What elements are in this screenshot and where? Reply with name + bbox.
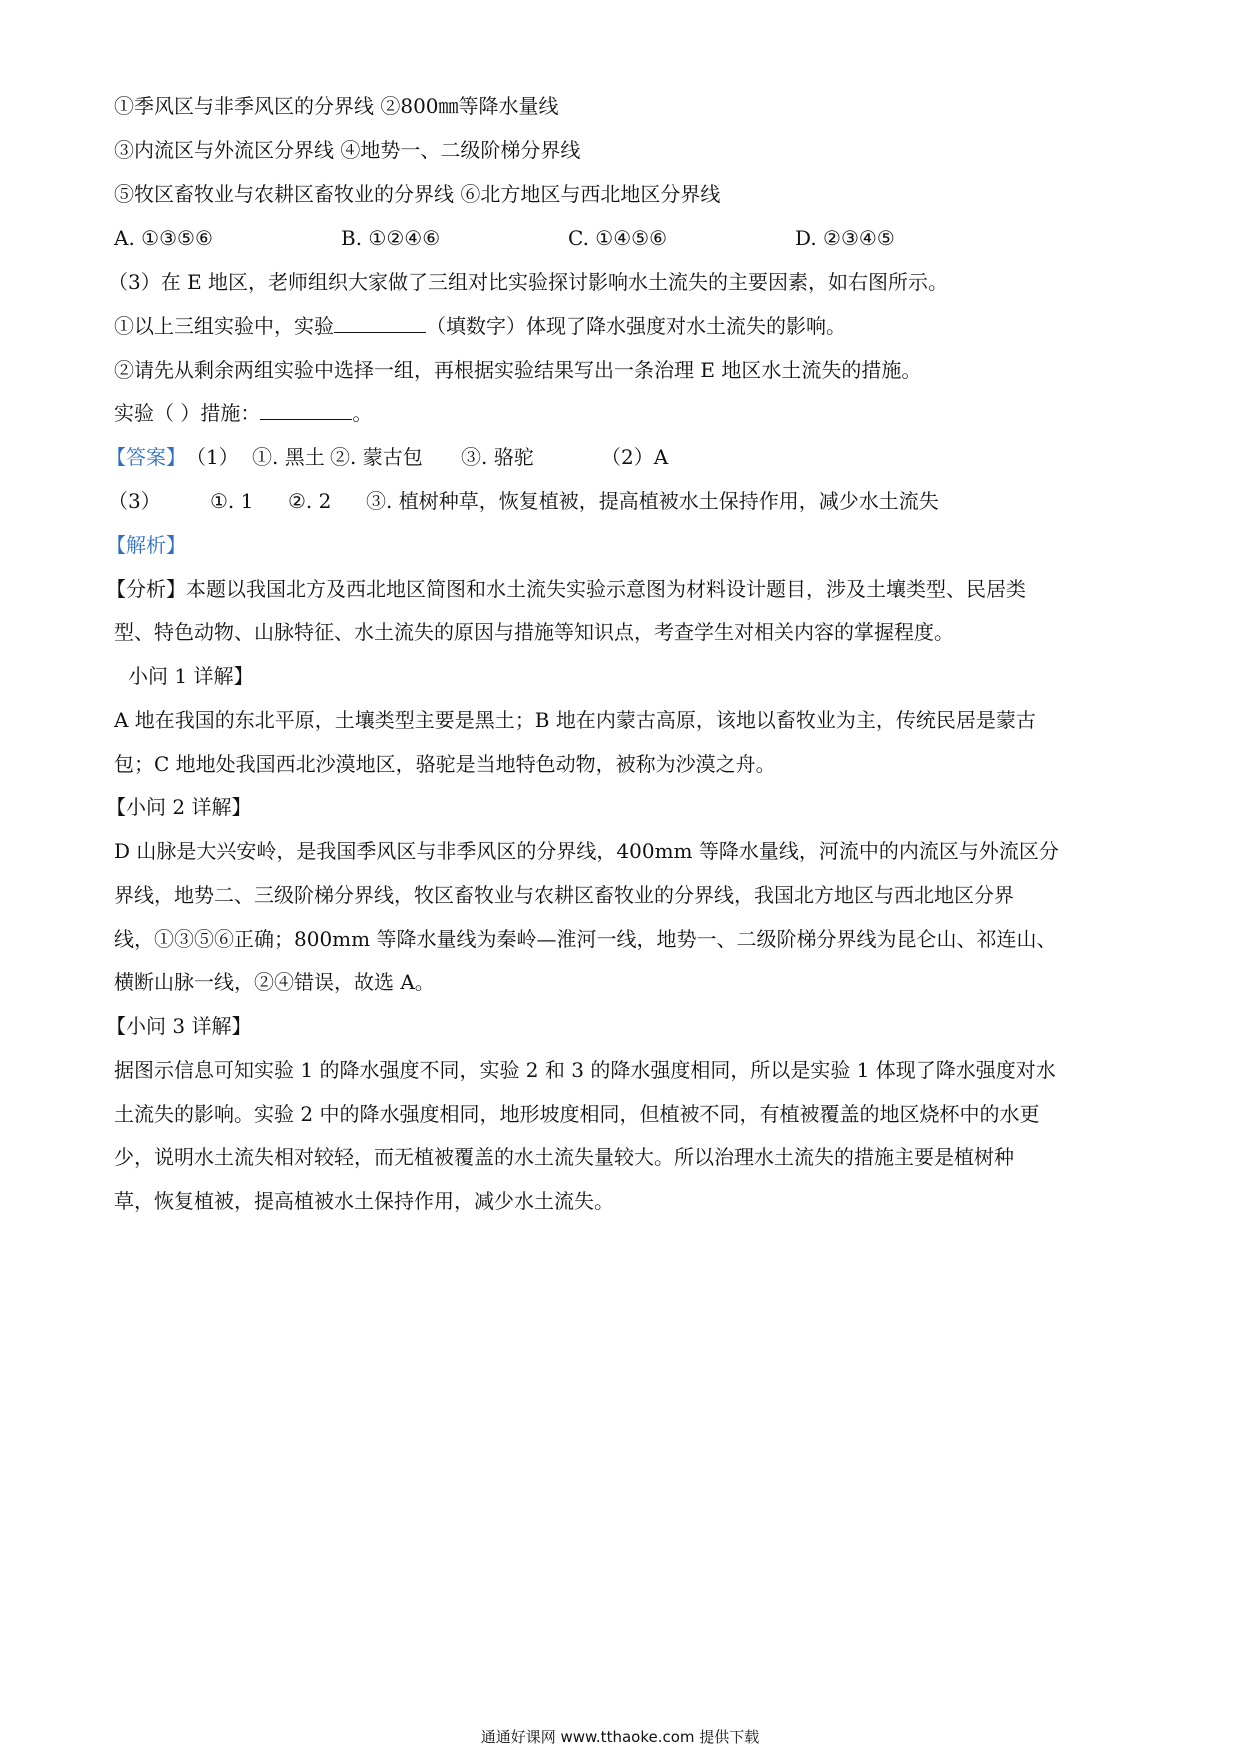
page-footer: 通通好课网 www.tthaoke.com 提供下载	[480, 1728, 760, 1746]
sub1-paragraph-line: A 地在我国的东北平原，土壤类型主要是黑土；B 地在内蒙古高原，该地以畜牧业为主，传统民居是蒙古	[114, 708, 1036, 732]
q3-sub1-prefix: ①以上三组实验中，实验	[114, 314, 334, 338]
option-line-2: ③内流区与外流区分界线 ④地势一、二级阶梯分界线	[114, 138, 581, 162]
analysis-paragraph-line: 【分析】本题以我国北方及西北地区简图和水土流失实验示意图为材料设计题目，涉及土壤类型、民居类	[106, 577, 1026, 601]
sub2-title: 【小问 2 详解】	[106, 795, 252, 819]
q3-sub1-suffix: （填数字）体现了降水强度对水土流失的影响。	[426, 314, 846, 338]
answer-row-1	[106, 443, 1126, 471]
choice-c: C. ①④⑤⑥	[568, 226, 668, 250]
sub2-paragraph-line: D 山脉是大兴安岭，是我国季风区与非季风区的分界线，400mm 等降水量线，河流中的内流区与外流区分	[114, 839, 1059, 863]
answer-blank	[334, 314, 426, 333]
answer-1-3: ③. 骆驼	[461, 445, 534, 469]
answer-1-1: ①. 黑土	[252, 445, 325, 469]
answer-part-2: （2）A	[601, 445, 669, 469]
question-3-intro: （3）在 E 地区，老师组织大家做了三组对比实验探讨影响水土流失的主要因素，如右图所示。	[108, 270, 949, 294]
option-line-1: ①季风区与非季风区的分界线 ②800㎜等降水量线	[114, 94, 559, 118]
q3-sub3-suffix: 。	[352, 401, 373, 425]
choice-a: A. ①③⑤⑥	[114, 226, 213, 250]
answer-3-2: ②. 2	[288, 489, 332, 513]
sub3-paragraph-line: 土流失的影响。实验 2 中的降水强度相同，地形坡度相同，但植被不同，有植被覆盖的地区烧杯中的水更	[114, 1102, 1040, 1126]
q3-sub3-prefix: 实验（ ）措施：	[114, 401, 261, 425]
analysis-tag: 【解析】	[106, 533, 186, 557]
option-line-3: ⑤牧区畜牧业与农耕区畜牧业的分界线 ⑥北方地区与西北地区分界线	[114, 182, 721, 206]
answer-part-3: （3）	[108, 489, 161, 513]
question-3-sub1	[114, 312, 1134, 340]
answer-3-1: ①. 1	[210, 489, 254, 513]
answer-3-3: ③. 植树种草，恢复植被，提高植被水土保持作用，减少水土流失	[366, 489, 939, 513]
sub2-paragraph-line: 横断山脉一线，②④错误，故选 A。	[114, 970, 435, 994]
answer-1-2: ②. 蒙古包	[330, 445, 423, 469]
sub3-paragraph-line: 少，说明水土流失相对较轻，而无植被覆盖的水土流失量较大。所以治理水土流失的措施主要是植树种	[114, 1145, 1014, 1169]
question-3-sub3	[114, 399, 1134, 427]
answer-tag: 【答案】	[106, 445, 186, 469]
answer-row-2	[108, 487, 1128, 515]
sub1-paragraph-line: 包；C 地地处我国西北沙漠地区，骆驼是当地特色动物，被称为沙漠之舟。	[114, 752, 776, 776]
answer-blank	[260, 401, 352, 420]
sub3-paragraph-line: 据图示信息可知实验 1 的降水强度不同，实验 2 和 3 的降水强度相同，所以是实验 1 体现了降水强度对水	[114, 1058, 1056, 1082]
question-3-sub2: ②请先从剩余两组实验中选择一组，再根据实验结果写出一条治理 E 地区水土流失的措施。	[114, 358, 922, 382]
sub3-title: 【小问 3 详解】	[106, 1014, 252, 1038]
choice-d: D. ②③④⑤	[795, 226, 895, 250]
sub3-paragraph-line: 草，恢复植被，提高植被水土保持作用，减少水土流失。	[114, 1189, 614, 1213]
choices-row	[114, 224, 1134, 252]
sub2-paragraph-line: 界线，地势二、三级阶梯分界线，牧区畜牧业与农耕区畜牧业的分界线，我国北方地区与西北地区分界	[114, 883, 1014, 907]
answer-part-1: （1）	[186, 445, 239, 469]
analysis-paragraph-line: 型、特色动物、山脉特征、水土流失的原因与措施等知识点，考查学生对相关内容的掌握程度。	[114, 620, 954, 644]
sub2-paragraph-line: 线，①③⑤⑥正确；800mm 等降水量线为秦岭—淮河一线，地势一、二级阶梯分界线为昆仑山、祁连山、	[114, 927, 1057, 951]
sub1-title: 小问 1 详解】	[128, 664, 254, 688]
choice-b: B. ①②④⑥	[341, 226, 441, 250]
